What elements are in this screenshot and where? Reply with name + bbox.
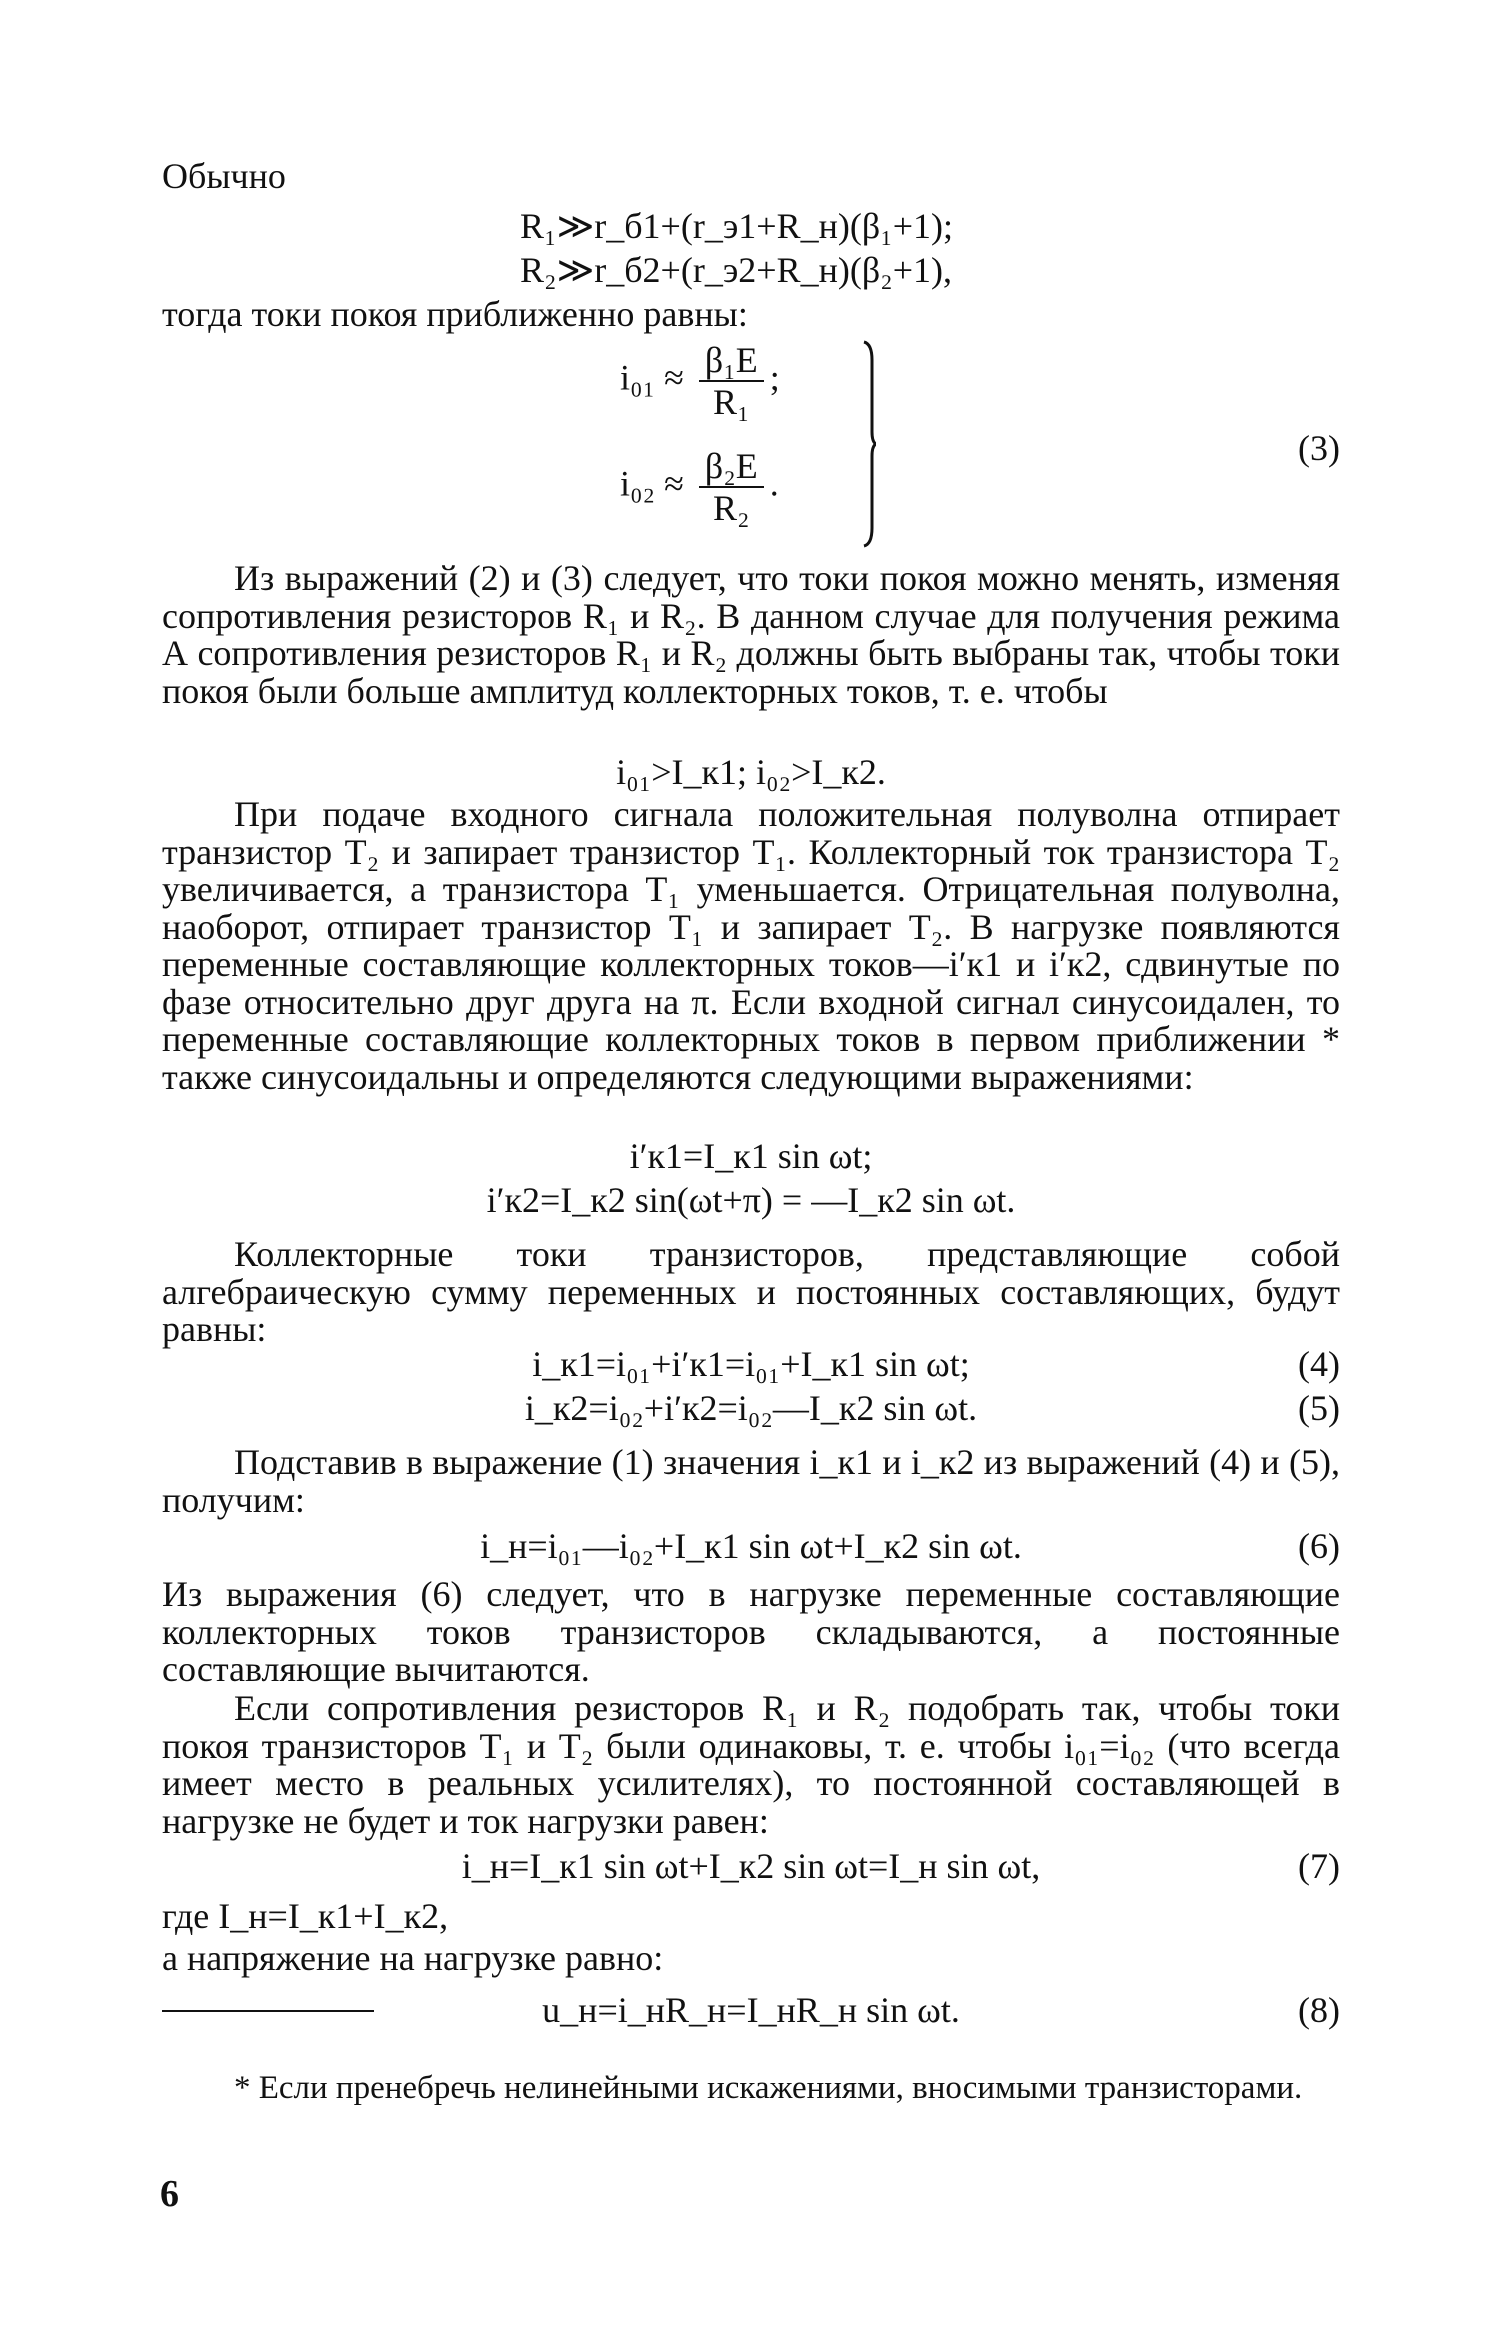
eq4-text: i_к1=i₀₁+i′к1=i₀₁+I_к1 sin ωt; xyxy=(532,1344,970,1384)
where-line: где I_н=I_к1+I_к2, xyxy=(162,1896,449,1936)
intro-word: Обычно xyxy=(162,156,286,196)
eq3-fraction2 xyxy=(699,446,764,528)
eq3-num2: β₂E xyxy=(699,446,764,488)
eq6-number: (6) xyxy=(1298,1526,1340,1566)
paragraph-6: Если сопротивления резисторов R₁ и R₂ подобрать так, чтобы токи покоя транзисторов T₁ и T₂ были одинаковы, т. е. чтобы i₀₁=i₀₂ (что всегда имеет место в реальных усилителях), то постоянной составляющей в нагрузке не будет и ток нагрузки равен: xyxy=(162,1688,1340,1841)
eq7-number: (7) xyxy=(1298,1846,1340,1886)
voltage-intro: а напряжение на нагрузке равно: xyxy=(162,1938,664,1978)
eq3-number: (3) xyxy=(1298,428,1340,468)
page-number: 6 xyxy=(160,2173,179,2215)
paragraph-1: Из выражений (2) и (3) следует, что токи покоя можно менять, изменяя сопротивления резисторов R₁ и R₂. В данном случае для получения режима А сопротивления резисторов R₁ и R₂ должны быть выбраны так, чтобы токи покоя были больше амплитуд коллекторных токов, т. е. чтобы xyxy=(162,558,1340,711)
eq3-sep1: ; xyxy=(769,357,780,398)
footnote-divider xyxy=(162,2010,374,2012)
eq4-number: (4) xyxy=(1298,1344,1340,1384)
eq3-i01: i₀₁ ≈ xyxy=(620,357,684,398)
eq3-fraction1 xyxy=(699,340,764,422)
eq3-line1 xyxy=(620,340,780,422)
paragraph-2: При подаче входного сигнала положительная полуволна отпирает транзистор T₂ и запирает транзистор T₁. Коллекторный ток транзистора T₂ увеличивается, а транзистора T₁ уменьшается. Отрицательная полуволна, наоборот, отпирает транзистор T₁ и запирает T₂. В нагрузке появляются переменные составляющие коллекторных токов—i′к1 и i′к2, сдвинутые по фазе относительно друг друга на π. Если входной сигнал синусоидален, то переменные составляющие коллекторных токов в первом приближении * также синусоидальны и определяются следующими выражениями: xyxy=(162,794,1340,1097)
eq5-text: i_к2=i₀₂+i′к2=i₀₂—I_к2 sin ωt. xyxy=(524,1388,978,1428)
paragraph-3: Коллекторные токи транзисторов, представляющие собой алгебраическую сумму переменных и постоянных составляющих, будут равны: xyxy=(162,1234,1340,1349)
eq3-sep2: . xyxy=(769,463,779,504)
approx-intro: тогда токи покоя приближенно равны: xyxy=(162,294,748,334)
eq7-text: i_н=I_к1 sin ωt+I_к2 sin ωt=I_н sin ωt, xyxy=(461,1846,1041,1886)
sin-eq-2: i′к2=I_к2 sin(ωt+π) = —I_к2 sin ωt. xyxy=(486,1180,1016,1220)
sin-eq-1: i′к1=I_к1 sin ωt; xyxy=(629,1136,873,1176)
condition-r2: R₂≫r_б2+(r_э2+R_н)(β₂+1), xyxy=(520,250,952,290)
eq3-line2 xyxy=(620,446,779,528)
right-brace-icon xyxy=(862,340,876,548)
eq3-den1: R₁ xyxy=(713,382,750,422)
condition-r1: R₁≫r_б1+(r_э1+R_н)(β₁+1); xyxy=(520,206,954,246)
eq3-den2: R₂ xyxy=(713,488,750,528)
paragraph-4: Подставив в выражение (1) значения i_к1 и i_к2 из выражений (4) и (5), получим: xyxy=(162,1442,1340,1520)
eq3-num1: β₁E xyxy=(699,340,764,382)
eq8-number: (8) xyxy=(1298,1990,1340,2030)
eq8-text: u_н=i_нR_н=I_нR_н sin ωt. xyxy=(542,1990,960,2030)
footnote: * Если пренебречь нелинейными искажениями, вносимыми транзисторами. xyxy=(234,2070,1303,2106)
paragraph-5: Из выражения (6) следует, что в нагрузке переменные составляющие коллекторных токов транзисторов складываются, а постоянные составляющие вычитаются. xyxy=(162,1574,1340,1689)
eq5-number: (5) xyxy=(1298,1388,1340,1428)
inequality: i₀₁>I_к1; i₀₂>I_к2. xyxy=(616,752,886,792)
eq3-i02: i₀₂ ≈ xyxy=(620,463,684,504)
eq6-text: i_н=i₀₁—i₀₂+I_к1 sin ωt+I_к2 sin ωt. xyxy=(480,1526,1022,1566)
